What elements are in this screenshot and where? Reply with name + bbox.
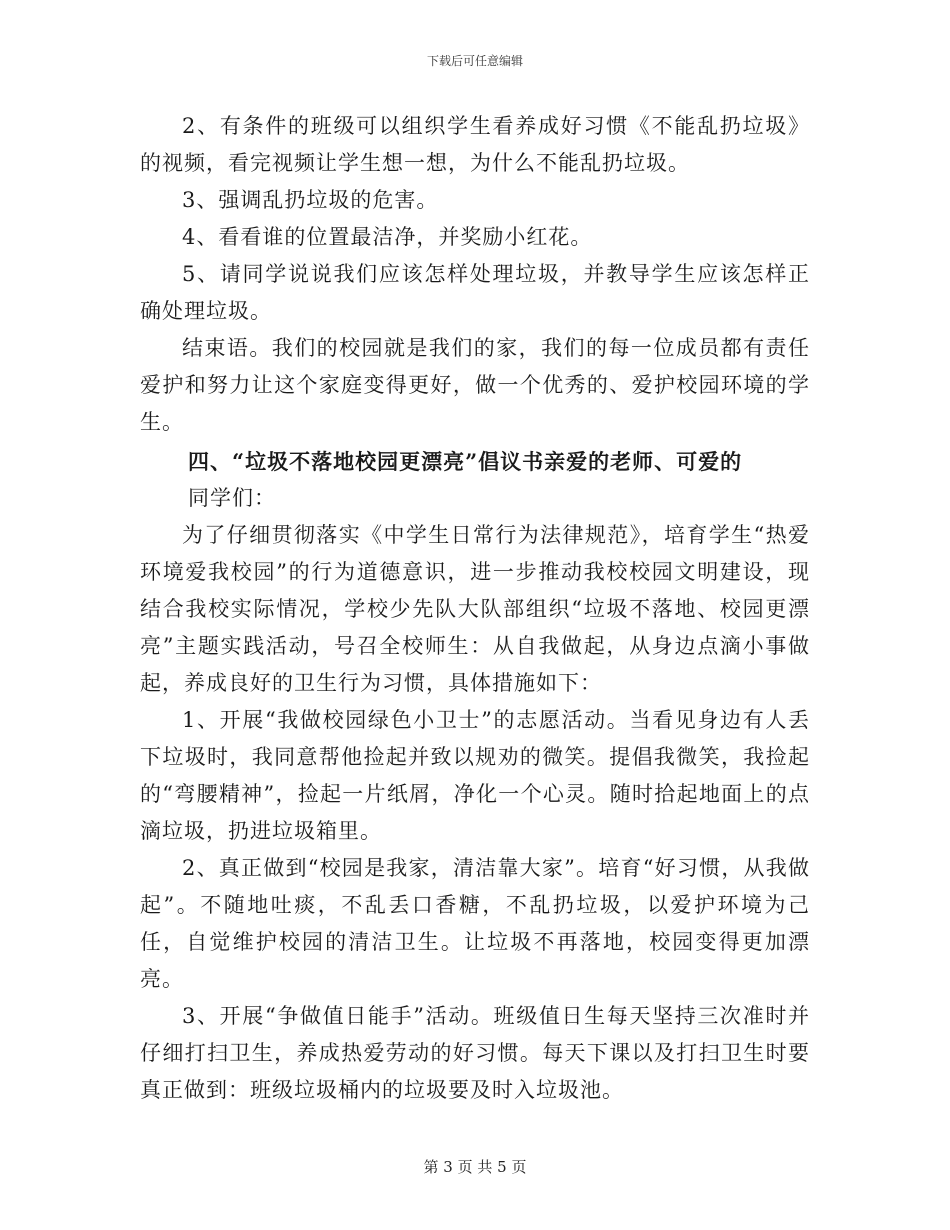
closing-remarks: 结束语。我们的校园就是我们的家，我们的每一位成员都有责任爱护和努力让这个家庭变得更好，做一个优秀的、爱护校园环境的学生。 [140,336,810,434]
measure-item-3: 3、开展“争做值日能手”活动。班级值日生每天坚持三次准时并仔细打扫卫生，养成热爱劳动的好习惯。每天下课以及打扫卫生时要真正做到：班级垃圾桶内的垃圾要及时入垃圾池。 [140,1004,810,1102]
page-header-note: 下载后可任意编辑 [426,54,523,68]
section-intro-paragraph: 为了仔细贯彻落实《中学生日常行为法律规范》，培育学生“热爱环境爱我校园”的行为道德意识，进一步推动我校校园文明建设，现结合我校实际情况，学校少先队大队部组织“垃圾不落地、校园更漂亮”主题实践活动，号召全校师生：从自我做起，从身边点滴小事做起，养成良好的卫生行为习惯，具体措施如下： [140,523,810,695]
page-number-indicator: 第 3 页 共 5 页 [423,1158,527,1176]
document-body [140,108,810,1109]
section-heading: 四、“垃圾不落地校园更漂亮”倡议书亲爱的老师、可爱的 [188,449,743,474]
measure-item-2: 2、真正做到“校园是我家，清洁靠大家”。培育“好习惯，从我做起”。不随地吐痰，不乱丢口香糖，不乱扔垃圾，以爱护环境为己任，自觉维护校园的清洁卫生。让垃圾不再落地，校园变得更加漂亮。 [140,856,810,991]
salutation: 同学们： [188,486,276,510]
measure-item-1: 1、开展“我做校园绿色小卫士”的志愿活动。当看见身边有人丢下垃圾时，我同意帮他捡起并致以规劝的微笑。提倡我微笑，我捡起的“弯腰精神”，捡起一片纸屑，净化一个心灵。随时拾起地面上的点滴垃圾，扔进垃圾箱里。 [140,708,810,843]
paragraph-item-5: 5、请同学说说我们应该怎样处理垃圾，并教导学生应该怎样正确处理垃圾。 [140,262,810,323]
paragraph-item-3: 3、强调乱扔垃圾的危害。 [182,188,439,212]
paragraph-item-2: 2、有条件的班级可以组织学生看养成好习惯《不能乱扔垃圾》的视频，看完视频让学生想一想，为什么不能乱扔垃圾。 [140,114,810,175]
paragraph-item-4: 4、看看谁的位置最洁净，并奖励小红花。 [182,225,593,249]
